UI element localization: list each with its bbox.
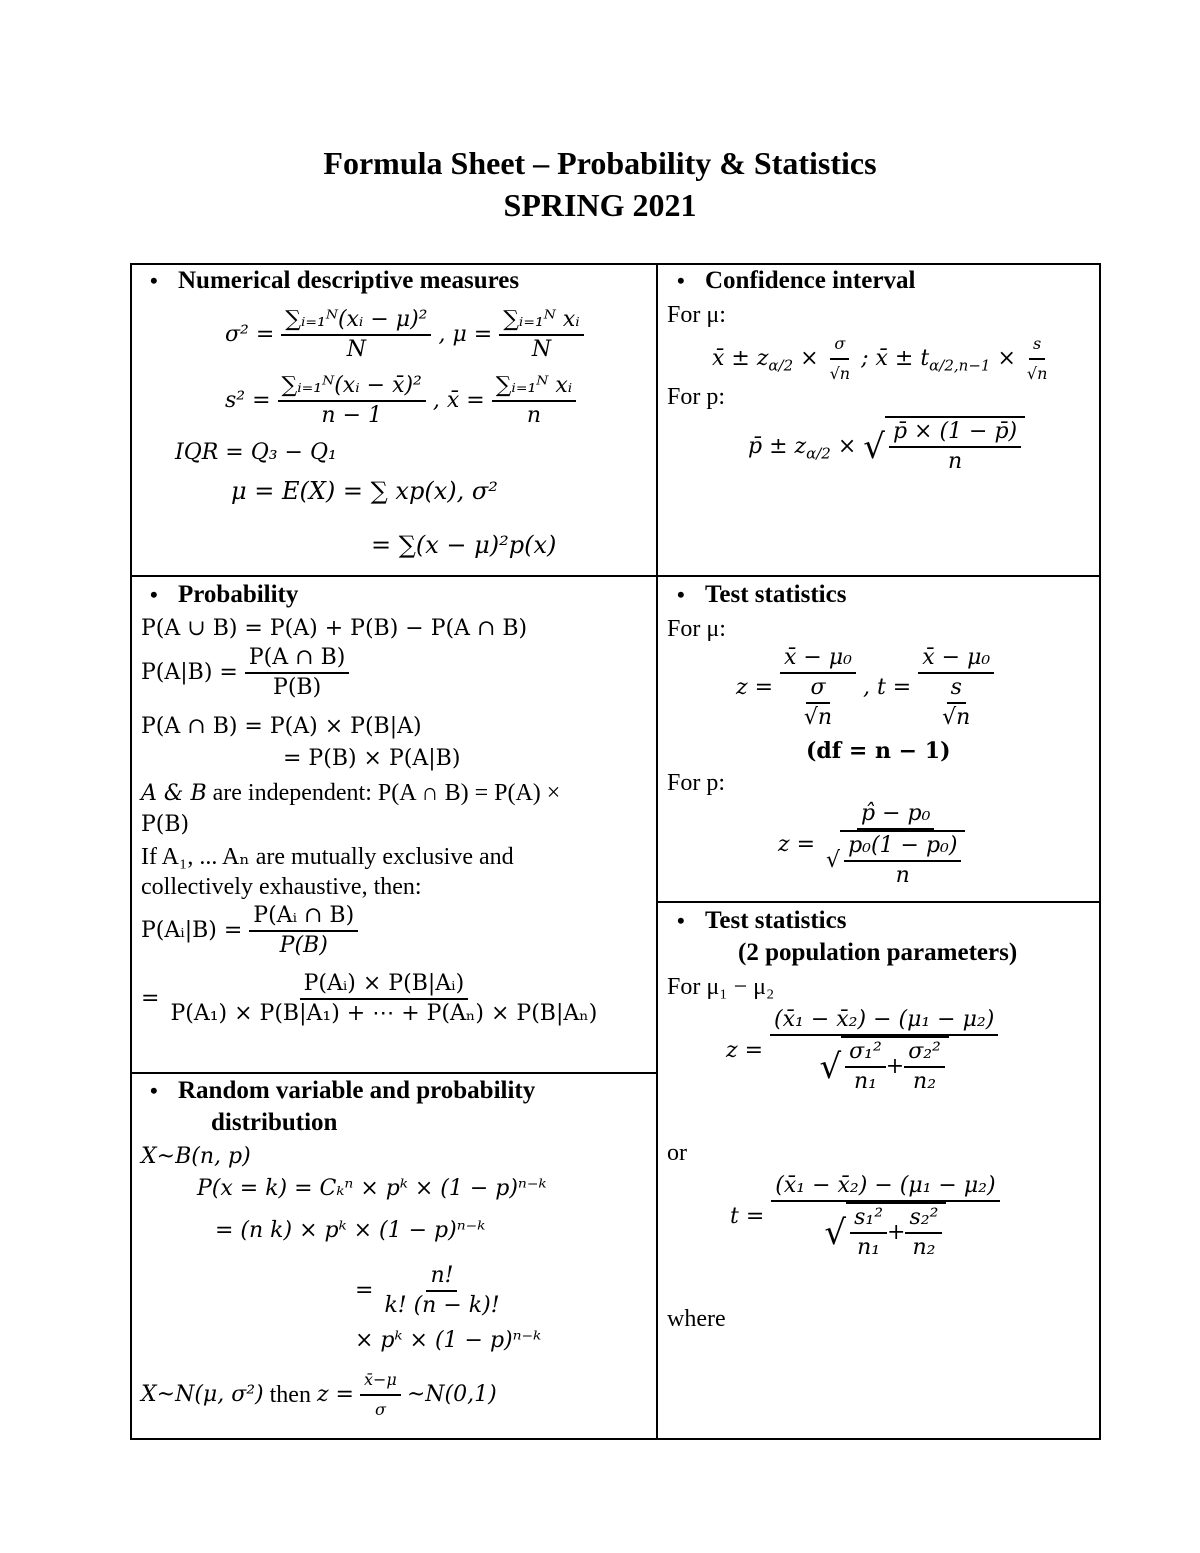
subscript: α/2 <box>806 444 831 463</box>
section-confidence <box>660 266 1098 572</box>
conditional-formula <box>141 644 349 702</box>
numerator: s <box>947 674 966 704</box>
for-mu-label: For μ: <box>667 616 726 642</box>
multiplication-formula: P(A ∩ B) = P(A) × P(B|A) <box>141 714 422 739</box>
denominator: N <box>531 337 552 362</box>
independence-statement-2: P(B) <box>141 812 190 837</box>
fraction <box>380 1262 503 1320</box>
denominator: n <box>947 449 963 474</box>
section-heading: • Probability <box>133 580 653 610</box>
fraction <box>499 306 584 364</box>
numerator: P(Aᵢ) × P(B|Aᵢ) <box>300 970 469 1000</box>
numerator: ∑ᵢ₌₁ᴺ xᵢ <box>492 372 577 402</box>
numerator: s₁² <box>850 1204 887 1234</box>
numerator: x̄ − μ₀ <box>780 644 856 674</box>
row-divider <box>130 1072 658 1074</box>
denominator: σ <box>374 1400 386 1419</box>
section-heading: • Test statistics <box>660 580 1098 610</box>
binomial-pmf-tail: × pᵏ × (1 − p)ⁿ⁻ᵏ <box>355 1328 542 1353</box>
two-sample-t-formula <box>730 1172 1000 1262</box>
numerator: (x̄₁ − x̄₂) − (μ₁ − μ₂) <box>771 1172 999 1202</box>
multiplication-formula-2: = P(B) × P(A|B) <box>283 746 461 771</box>
numerator: (x̄₁ − x̄₂) − (μ₁ − μ₂) <box>770 1006 998 1036</box>
denominator: √n <box>1026 364 1048 383</box>
numerator: ∑ᵢ₌₁ᴺ(xᵢ − μ)² <box>281 306 431 336</box>
numerator: s <box>1029 330 1045 360</box>
fraction <box>905 1204 942 1262</box>
formula-lhs: σ² = <box>225 322 275 347</box>
numerator: P(A ∩ B) <box>245 644 349 674</box>
z-proportion-formula <box>778 800 969 890</box>
two-sample-z-formula <box>726 1006 998 1096</box>
text: are independent: P(A ∩ B) = P(A) × <box>206 780 561 806</box>
denominator: P(A₁) × P(B|A₁) + ⋯ + P(Aₙ) × P(B|Aₙ) <box>170 1001 598 1026</box>
section-probability <box>133 580 653 1070</box>
section-random-variable <box>133 1076 653 1436</box>
formula-part: p̄ ± z <box>748 434 807 459</box>
numerator: x̄−μ <box>360 1366 401 1396</box>
section-heading: • Confidence interval <box>660 266 1098 296</box>
section-subheading: distribution <box>211 1109 338 1136</box>
fraction <box>771 1172 999 1262</box>
union-formula: P(A ∪ B) = P(A) + P(B) − P(A ∩ B) <box>141 616 528 641</box>
formula-part: × <box>837 434 857 459</box>
z-t-formula <box>736 644 994 732</box>
numerator: s₂² <box>905 1204 942 1234</box>
denominator: √n <box>829 364 851 383</box>
fraction <box>845 1038 886 1096</box>
formula-lhs: , μ = <box>438 322 493 347</box>
denominator: n₂ <box>913 1069 937 1094</box>
formula-lhs: , t = <box>862 675 912 700</box>
fraction <box>826 330 855 388</box>
formula-part: ; x̄ ± t <box>861 346 930 371</box>
sqrt-body <box>841 1036 949 1096</box>
denominator: n₂ <box>912 1235 936 1260</box>
normal-standardization <box>141 1366 497 1424</box>
formula-lhs: s² = <box>225 388 271 413</box>
numerator: σ <box>830 330 849 360</box>
independence-statement <box>141 778 560 809</box>
denominator: N <box>346 337 366 362</box>
sqrt-icon: √ <box>826 848 841 873</box>
denominator <box>820 1202 950 1262</box>
for-mu-diff-label: For μ₁ − μ₂ <box>667 974 775 1000</box>
document-subtitle: SPRING 2021 <box>503 187 697 223</box>
fraction <box>770 1006 998 1096</box>
denominator <box>822 830 969 890</box>
binomial-notation: X~B(n, p) <box>141 1144 251 1169</box>
denominator: k! (n − k)! <box>384 1293 500 1318</box>
text: then <box>263 1382 317 1408</box>
fraction <box>360 1366 401 1424</box>
sqrt-body <box>840 830 965 890</box>
math-text: X~N(μ, σ²) <box>141 1382 264 1407</box>
fraction <box>249 902 358 960</box>
fraction <box>278 372 426 430</box>
numerator: n! <box>426 1262 457 1292</box>
for-p-label: For p: <box>667 384 726 410</box>
section-numerical <box>133 266 653 572</box>
sqrt-icon: √ <box>819 1047 842 1087</box>
section-heading: • Numerical descriptive measures <box>133 266 653 296</box>
denominator: √n <box>942 705 971 730</box>
collectively-exhaustive-text: collectively exhaustive, then: <box>141 874 422 900</box>
row-divider <box>656 901 1101 903</box>
formula-lhs: P(A|B) = <box>141 660 238 685</box>
binomial-pmf-choose: = (n k) × pᵏ × (1 − p)ⁿ⁻ᵏ <box>215 1218 486 1243</box>
denominator: n <box>526 403 542 428</box>
denominator <box>815 1036 952 1096</box>
binomial-pmf-factorial <box>355 1262 504 1320</box>
subscript: α/2,n−1 <box>929 356 991 375</box>
formula-part: x̄ ± z <box>712 346 769 371</box>
iqr-formula: IQR = Q₃ − Q₁ <box>175 440 337 465</box>
row-divider <box>130 575 1101 577</box>
denominator: n − 1 <box>321 403 382 428</box>
p-ci-formula <box>748 416 1025 476</box>
binomial-pmf: P(x = k) = Cₖⁿ × pᵏ × (1 − p)ⁿ⁻ᵏ <box>197 1176 547 1201</box>
formula-lhs: P(Aᵢ|B) = <box>141 918 243 943</box>
fraction <box>850 1204 887 1262</box>
subscript: α/2 <box>768 356 794 375</box>
where-text: where <box>667 1306 726 1332</box>
fraction <box>822 800 969 890</box>
formula-part: × <box>997 346 1016 371</box>
denominator: P(B) <box>279 933 328 958</box>
section-heading: • Test statistics <box>660 906 1098 936</box>
formula-lhs: = <box>141 986 160 1011</box>
denominator <box>796 674 840 732</box>
population-variance-formula <box>225 306 584 364</box>
formula-lhs: = <box>355 1278 374 1303</box>
fraction <box>281 306 431 364</box>
sqrt-icon: √ <box>824 1213 847 1253</box>
plus-sign: + <box>885 1054 905 1079</box>
numerator: p̄ × (1 − p̄) <box>889 418 1021 448</box>
formula-lhs: t = <box>730 1204 765 1229</box>
expectation-formula: μ = E(X) = ∑ xp(x), σ² <box>231 477 498 505</box>
degrees-of-freedom: (df = n − 1) <box>806 738 951 764</box>
mu-ci-formula <box>712 330 1051 388</box>
bayes-expanded-formula <box>141 970 601 1028</box>
fraction <box>492 372 577 430</box>
mutually-exclusive-text: If A₁, ... Aₙ are mutually exclusive and <box>141 844 514 870</box>
plus-sign: + <box>887 1220 906 1245</box>
formula-lhs: z = <box>736 675 774 700</box>
fraction <box>245 644 349 702</box>
denominator: P(B) <box>273 675 322 700</box>
fraction <box>1023 330 1052 388</box>
bayes-formula <box>141 902 358 960</box>
fraction <box>938 674 974 732</box>
or-text: or <box>667 1140 687 1166</box>
formula-part: × <box>800 346 819 371</box>
denominator: n₁ <box>853 1069 877 1094</box>
fraction <box>844 832 961 890</box>
document-title: Formula Sheet – Probability & Statistics <box>323 145 877 181</box>
fraction <box>800 674 836 732</box>
formula-lhs: z = <box>726 1038 764 1063</box>
numerator: ∑ᵢ₌₁ᴺ xᵢ <box>499 306 584 336</box>
numerator: σ <box>806 674 829 704</box>
column-divider <box>656 263 658 1440</box>
fraction <box>904 1038 945 1096</box>
math-text: z = <box>316 1382 354 1407</box>
math-text: ~N(0,1) <box>406 1382 497 1407</box>
fraction <box>166 970 601 1028</box>
formula-lhs: z = <box>778 832 816 857</box>
numerator: ∑ᵢ₌₁ᴺ(xᵢ − x̄)² <box>278 372 426 402</box>
section-two-population <box>660 906 1098 1436</box>
sqrt-icon: √ <box>863 427 885 467</box>
section-heading: • Random variable and probability <box>133 1076 653 1106</box>
variance-sum-formula: = ∑(x − μ)²p(x) <box>371 531 557 559</box>
denominator: √n <box>803 705 833 730</box>
numerator: x̄ − μ₀ <box>918 644 994 674</box>
numerator: σ₂² <box>904 1038 945 1068</box>
denominator: n₁ <box>857 1235 881 1260</box>
denominator: n <box>895 863 910 888</box>
numerator: P(Aᵢ ∩ B) <box>249 902 358 932</box>
fraction <box>780 644 856 732</box>
fraction <box>918 644 994 732</box>
sample-variance-formula <box>225 372 576 430</box>
denominator <box>934 674 978 732</box>
math-text: A & B <box>141 781 207 806</box>
section-subheading: (2 population parameters) <box>738 939 1018 966</box>
for-mu-label: For μ: <box>667 302 726 328</box>
fraction <box>889 418 1021 476</box>
sqrt-body <box>885 416 1025 476</box>
sqrt-body <box>846 1202 946 1262</box>
formula-lhs: , x̄ = <box>432 388 485 413</box>
section-test-statistics <box>660 580 1098 898</box>
for-p-label: For p: <box>667 770 726 796</box>
numerator: p̂ − p₀ <box>857 800 934 830</box>
numerator: σ₁² <box>845 1038 886 1068</box>
numerator: p₀(1 − p₀) <box>844 832 961 862</box>
